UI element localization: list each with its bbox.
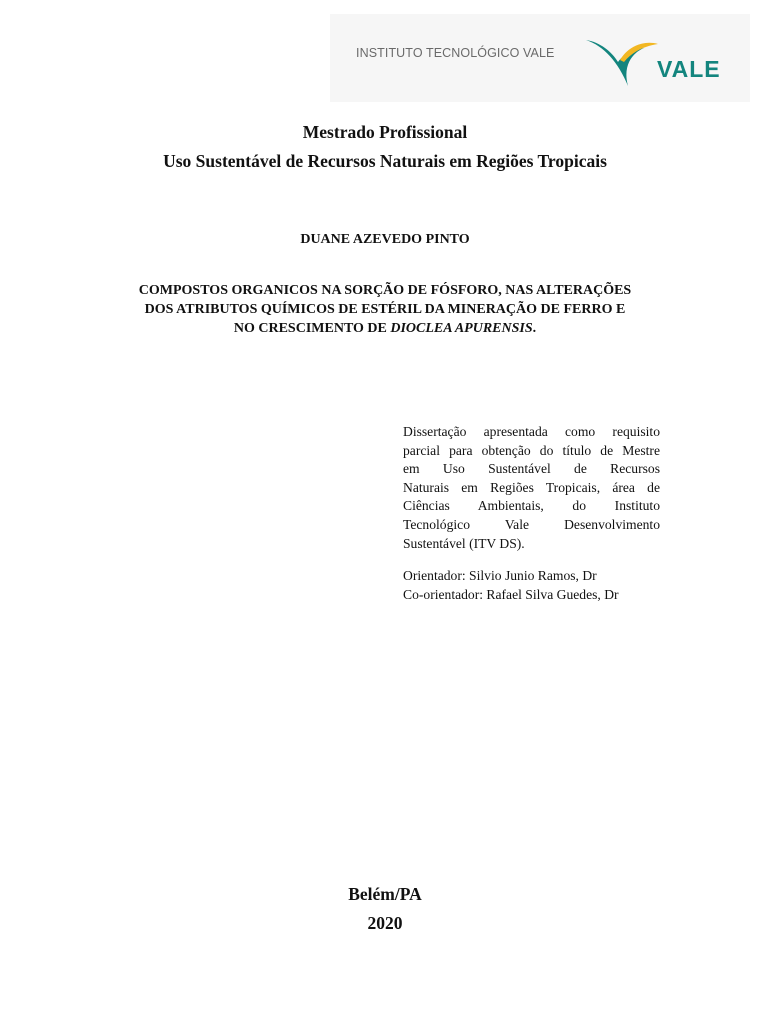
- institute-name: INSTITUTO TECNOLÓGICO VALE: [356, 46, 555, 60]
- dissertation-note: [403, 423, 660, 553]
- vale-v-logo-icon: [584, 36, 664, 88]
- dissertation-note-line: em Uso Sustentável de Recursos: [403, 461, 660, 477]
- dissertation-note-line: Sustentável (ITV DS).: [403, 535, 525, 551]
- author-name: DUANE AZEVEDO PINTO: [300, 232, 470, 247]
- thesis-title-line: COMPOSTOS ORGANICOS NA SORÇÃO DE FÓSFORO, NAS ALTERAÇÕES: [138, 283, 632, 298]
- co-advisor: Co-orientador: Rafael Silva Guedes, Dr: [403, 587, 619, 602]
- thesis-title-line: DOS ATRIBUTOS QUÍMICOS DE ESTÉRIL DA MINERAÇÃO DE FERRO E: [144, 302, 626, 317]
- dissertation-note-line: Naturais em Regiões Tropicais, área de: [403, 479, 660, 495]
- dissertation-note-line: Ciências Ambientais, do Instituto: [403, 498, 660, 514]
- thesis-title-line: [90, 319, 680, 338]
- thesis-title-prefix: NO CRESCIMENTO DE: [233, 321, 391, 336]
- year: 2020: [367, 913, 403, 933]
- program-title: Mestrado Profissional: [302, 122, 468, 142]
- place: Belém/PA: [348, 884, 422, 904]
- thesis-title: [90, 281, 680, 338]
- dissertation-note-line: Tecnológico Vale Desenvolvimento: [403, 516, 660, 532]
- advisor: Orientador: Silvio Junio Ramos, Dr: [403, 568, 597, 583]
- vale-logo-word: VALE: [657, 56, 721, 82]
- header-logo-band: [330, 14, 750, 102]
- dissertation-note-line: parcial para obtenção do título de Mestre: [403, 442, 660, 458]
- thesis-title-suffix: .: [532, 321, 537, 336]
- dissertation-note-line: Dissertação apresentada como requisito: [403, 424, 660, 439]
- species-name: DIOCLEA APURENSIS: [390, 321, 533, 336]
- vale-logo-gold-shape: [620, 43, 658, 62]
- program-subtitle: Uso Sustentável de Recursos Naturais em Regiões Tropicais: [163, 151, 607, 171]
